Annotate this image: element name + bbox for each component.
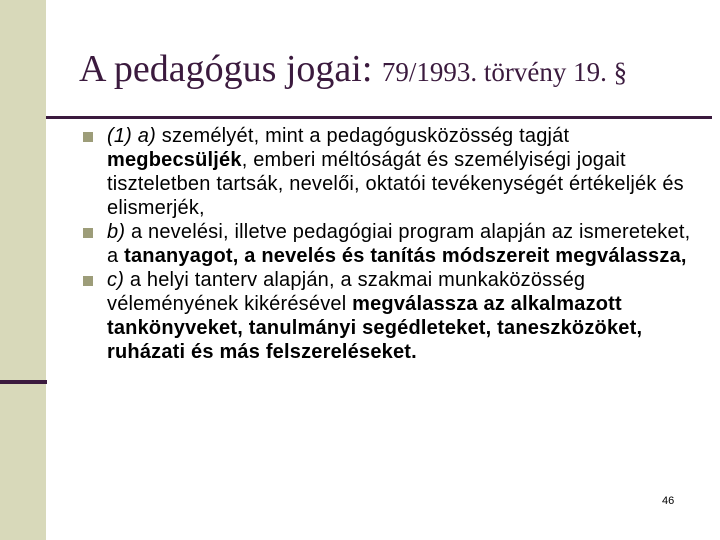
item-label: (1) a) — [107, 125, 156, 147]
item-emphasis: megválassza az alkalmazott tankönyveket, tanulmányi segédleteket, taneszközöket, ruházati és más felszereléseket. — [107, 293, 643, 363]
slide-title-law-reference: 79/1993. törvény 19. § — [381, 57, 628, 87]
item-text: a nevelési, illetve pedagógiai program alapján az ismereteket, a — [107, 221, 691, 267]
item-label: b) — [107, 221, 126, 243]
item-text: a helyi tanterv alapján, a szakmai munkaközösség véleményének kikérésével — [107, 269, 586, 315]
left-accent-line — [0, 380, 47, 384]
list-item — [83, 124, 693, 220]
item-label: c) — [107, 269, 125, 291]
page-number: 46 — [662, 495, 675, 507]
item-text: , emberi méltóságát és személyiségi jogait tiszteletben tartsák, nevelői, oktatói tevékenységét értékeljék és elismerjék, — [107, 149, 684, 219]
square-bullet-icon — [83, 228, 93, 238]
list-item — [83, 268, 693, 364]
square-bullet-icon — [83, 132, 93, 142]
square-bullet-icon — [83, 276, 93, 286]
list-item — [83, 220, 693, 268]
left-decorative-bar — [0, 0, 46, 540]
title-divider-line — [46, 116, 712, 119]
slide-title-main: A pedagógus jogai: — [79, 48, 382, 90]
slide-title — [79, 44, 699, 97]
item-text: személyét, mint a pedagógusközösség tagját — [155, 125, 570, 147]
item-emphasis: megbecsüljék — [107, 149, 242, 171]
item-emphasis: tananyagot, a nevelés és tanítás módszereit megválassza, — [124, 245, 687, 267]
bullet-list — [83, 124, 693, 364]
